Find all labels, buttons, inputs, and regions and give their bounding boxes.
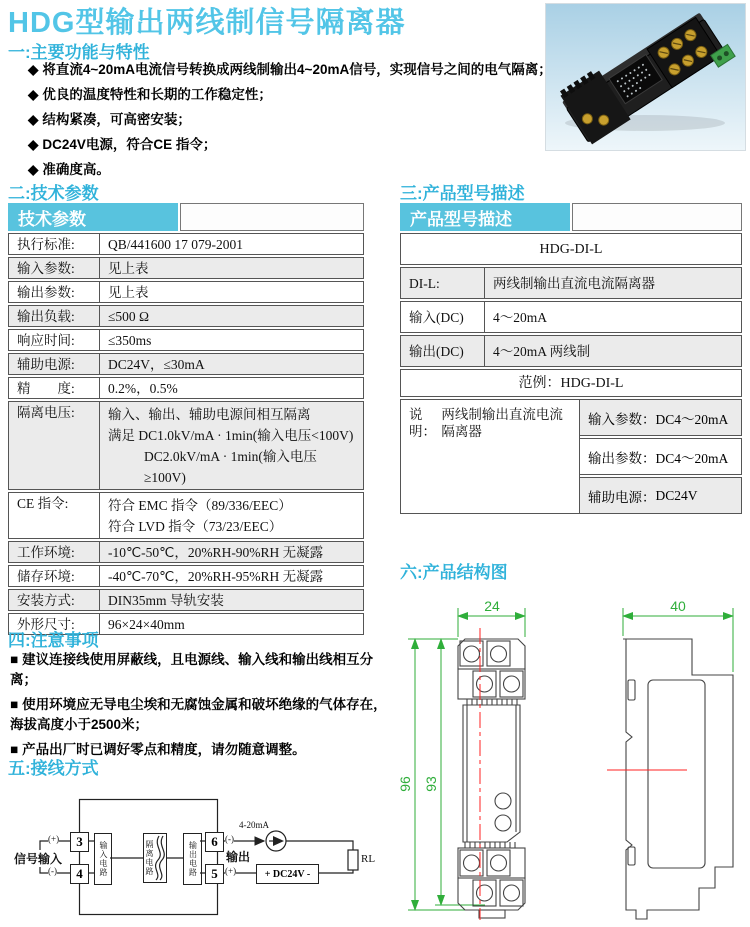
feature-text: DC24V电源，符合CE 指令； (42, 137, 217, 152)
row-label: 输出参数: (8, 281, 100, 303)
feature-text: 将直流4~20mA电流信号转换成两线制输出4~20mA信号，实现信号之间的电气隔离； (42, 62, 552, 77)
row-label: 储存环境: (8, 565, 100, 587)
notes-heading: 四:注意事项 (8, 631, 99, 650)
polarity-plus-label: (+) (225, 866, 237, 876)
table-row (8, 377, 364, 399)
structure-heading: 六:产品结构图 (400, 563, 508, 582)
row-value: 4～20mA (484, 301, 742, 333)
list-item (28, 110, 568, 130)
signal-input-label: 信号输入 (14, 852, 63, 866)
diamond-bullet-icon: ◆ (28, 87, 39, 102)
row-label: DI-L: (400, 267, 485, 299)
table-title-spacer (180, 203, 364, 231)
table-row (400, 233, 742, 265)
table-row (8, 589, 364, 611)
isolation-circuit-label: 隔离电路 (145, 840, 154, 876)
row-value: ≤350ms (99, 329, 364, 351)
dim-front-width: 24 (484, 598, 500, 614)
row-label: 执行标准: (8, 233, 100, 255)
output-circuit-box (183, 833, 202, 885)
row-value: 0.2%，0.5% (99, 377, 364, 399)
product-photo-image (545, 3, 746, 151)
feature-text: 优良的温度特性和长期的工作稳定性； (42, 87, 272, 102)
value-line: 输入、输出、辅助电源间相互隔离 (108, 406, 311, 422)
param-label: 辅助电源： (588, 489, 656, 505)
row-value: 见上表 (99, 281, 364, 303)
model-params (579, 399, 742, 514)
row-value (99, 492, 364, 539)
row-label: 精 度: (8, 377, 100, 399)
note-text: 使用环境应无导电尘埃和无腐蚀金属和破坏绝缘的气体存在，海拔高度小于2500米； (10, 697, 387, 732)
tech-heading: 二:技术参数 (8, 184, 99, 203)
row-value: DC24V，≤30mA (99, 353, 364, 375)
model-table (400, 203, 742, 516)
features-list (28, 60, 568, 185)
row-label: 工作环境: (8, 541, 100, 563)
structure-svg (395, 588, 750, 925)
row-value: QB/441600 17 079-2001 (99, 233, 364, 255)
square-bullet-icon: ■ (10, 742, 19, 757)
table-title-spacer (572, 203, 742, 231)
features-heading: 一:主要功能与特性 (8, 43, 150, 62)
table-row (8, 353, 364, 375)
input-circuit-box (94, 833, 112, 885)
square-bullet-icon: ■ (10, 697, 19, 712)
row-value: -40℃-70℃，20%RH-95%RH 无凝露 (99, 565, 364, 587)
row-value (99, 401, 364, 490)
row-label: 隔离电压: (8, 401, 100, 490)
dim-side-depth: 40 (670, 598, 686, 614)
note-text: 产品出厂时已调好零点和精度，请勿随意调整。 (22, 742, 306, 757)
model-heading: 三:产品型号描述 (400, 184, 525, 203)
diamond-bullet-icon: ◆ (28, 137, 39, 152)
current-range-label: 4-20mA (239, 820, 269, 830)
table-row (400, 399, 742, 514)
list-item (28, 135, 568, 155)
table-row (400, 301, 742, 333)
diamond-bullet-icon: ◆ (28, 62, 39, 77)
table-header (8, 203, 364, 231)
list-item (10, 650, 390, 690)
table-row (8, 492, 364, 539)
param-row (579, 477, 742, 514)
table-row (8, 233, 364, 255)
description-text: 两线制输出直流电流隔离器 (441, 407, 563, 439)
model-description (400, 399, 580, 514)
list-item (28, 60, 568, 80)
notes-list (10, 650, 390, 765)
row-value: DIN35mm 导轨安装 (99, 589, 364, 611)
value-line: 符合 EMC 指令（89/336/EEC） (108, 497, 292, 513)
tech-table (8, 203, 364, 637)
row-label: 响应时间: (8, 329, 100, 351)
row-value: -10℃-50℃，20%RH-90%RH 无凝露 (99, 541, 364, 563)
output-label: 输出 (226, 850, 251, 864)
value-line: 符合 LVD 指令（73/23/EEC） (108, 518, 283, 534)
terminal-6: 6 (205, 832, 224, 852)
table-row (400, 335, 742, 367)
diamond-bullet-icon: ◆ (28, 112, 39, 127)
row-label: 外形尺寸: (8, 613, 100, 635)
table-row (8, 281, 364, 303)
table-title: 技术参数 (8, 203, 178, 231)
param-value: DC24V (655, 487, 698, 503)
table-header (400, 203, 742, 231)
diamond-bullet-icon: ◆ (28, 162, 39, 177)
note-text: 建议连接线使用屏蔽线，且电源线、输入线和输出线相互分离； (10, 652, 374, 687)
polarity-minus-label: (-) (225, 834, 234, 844)
structure-drawing (395, 588, 750, 925)
row-label: 输入参数: (8, 257, 100, 279)
dim-total-height: 96 (397, 776, 413, 792)
model-example: 范例：HDG-DI-L (400, 369, 742, 397)
wiring-diagram (8, 790, 393, 925)
row-label: CE 指令: (8, 492, 100, 539)
table-row (8, 541, 364, 563)
row-value: 4～20mA 两线制 (484, 335, 742, 367)
output-circuit-label: 输出电路 (188, 841, 198, 877)
param-label: 输出参数： (588, 450, 656, 466)
param-value: DC4～20mA (655, 411, 729, 427)
row-value: 两线制输出直流电流隔离器 (484, 267, 742, 299)
param-row (579, 438, 742, 475)
polarity-minus-label: (-) (48, 866, 57, 876)
square-bullet-icon: ■ (10, 652, 19, 667)
row-value: 96×24×40mm (99, 613, 364, 635)
side-view (623, 639, 733, 919)
table-row (8, 401, 364, 490)
page-title: HDG型输出两线制信号隔离器 (8, 7, 406, 39)
front-view (458, 639, 525, 918)
row-label: 输出(DC) (400, 335, 485, 367)
feature-text: 准确度高。 (42, 162, 110, 177)
param-label: 输入参数： (588, 411, 656, 427)
table-row (8, 329, 364, 351)
terminal-5: 5 (205, 864, 224, 884)
table-row (400, 369, 742, 397)
dim-body-height: 93 (423, 776, 439, 792)
list-item (28, 85, 568, 105)
input-circuit-label: 输入电路 (99, 841, 108, 877)
product-photo (545, 3, 746, 151)
row-value: ≤500 Ω (99, 305, 364, 327)
list-item (10, 695, 390, 735)
terminal-3: 3 (70, 832, 89, 852)
description-label: 说明： (409, 407, 436, 439)
wiring-heading: 五:接线方式 (8, 759, 99, 778)
model-name: HDG-DI-L (400, 233, 742, 265)
param-row (579, 399, 742, 436)
row-label: 辅助电源: (8, 353, 100, 375)
table-row (8, 305, 364, 327)
value-line: 满足 DC1.0kV/mA · 1min(输入电压<100V) (108, 427, 354, 443)
row-label: 安装方式: (8, 589, 100, 611)
row-label: 输入(DC) (400, 301, 485, 333)
list-item (28, 160, 568, 180)
table-row (8, 565, 364, 587)
row-value: 见上表 (99, 257, 364, 279)
polarity-plus-label: (+) (48, 834, 60, 844)
load-resistor-label: RL (361, 853, 376, 865)
table-row (8, 257, 364, 279)
feature-text: 结构紧凑，可高密安装； (42, 112, 191, 127)
dc24v-power-box: + DC24V - (256, 864, 319, 884)
terminal-4: 4 (70, 864, 89, 884)
param-value: DC4～20mA (655, 450, 729, 466)
table-title: 产品型号描述 (400, 203, 570, 231)
table-row (400, 267, 742, 299)
row-label: 输出负载: (8, 305, 100, 327)
isolation-circuit-box (143, 833, 167, 883)
value-line: DC2.0kV/mA · 1min(输入电压≥100V) (144, 448, 317, 485)
